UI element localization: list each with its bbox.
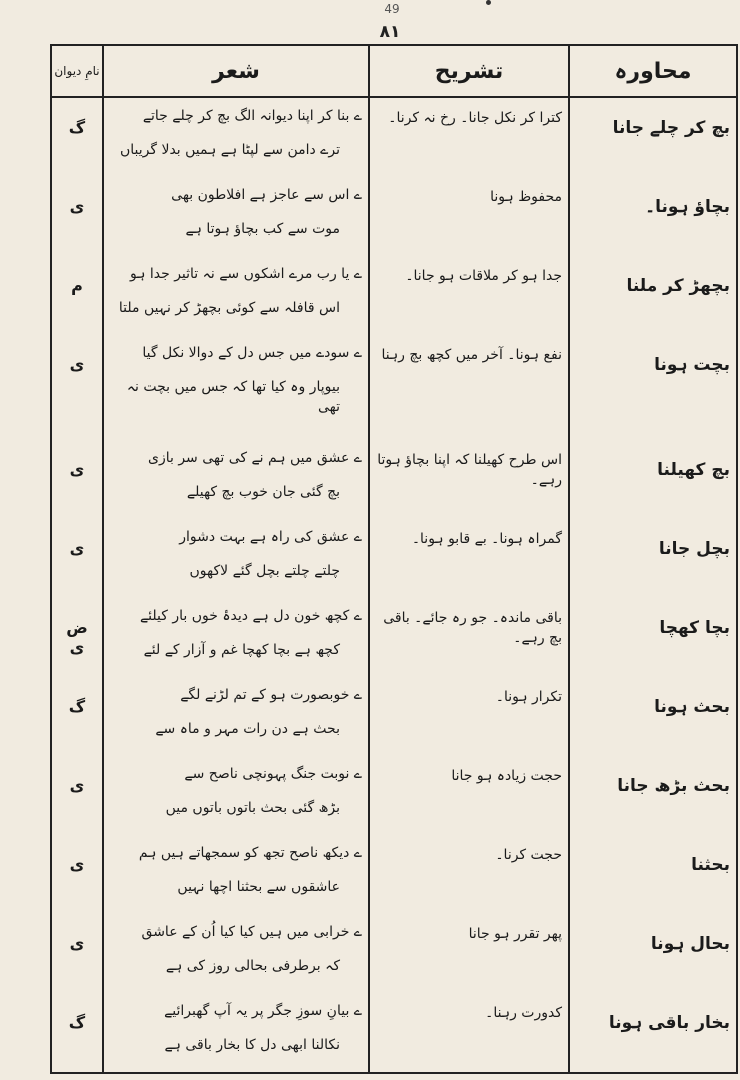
explanation: اس طرح کھیلنا کہ اپنا بچاؤ ہوتا رہے۔ [369, 440, 569, 519]
verse-line-1: ے خرابی میں ہیں کیا کیا اُن کے عاشق [141, 923, 362, 940]
table-row [52, 677, 736, 756]
verse [103, 677, 369, 756]
table-row [52, 993, 736, 1072]
verse-line-2: بیوپار وہ کیا تھا کہ جس میں بچت نہ تھی [126, 379, 340, 416]
verse [103, 97, 369, 177]
diwan-code: ی [69, 355, 85, 375]
explanation: کترا کر نکل جانا۔ رخ نہ کرنا۔ [369, 97, 569, 177]
explanation: تکرار ہونا۔ [369, 677, 569, 756]
verse-line-1: ے خوبصورت ہو کے تم لڑنے لگے [180, 686, 362, 703]
verse [103, 519, 369, 598]
idiom: بچل جانا [569, 519, 736, 598]
verse-line-2: کچھ ہے بچا کھچا غم و آزار کے لئے [143, 641, 340, 658]
verse-line-1: ے عشق میں ہم نے کی تھی سر بازی [147, 449, 362, 466]
explanation: باقی ماندہ۔ جو رہ جائے۔ باقی بچ رہے۔ [369, 598, 569, 677]
diwan-code: ی [69, 775, 85, 795]
idiom: بحث بڑھ جانا [569, 756, 736, 835]
table-row [52, 914, 736, 993]
verse-line-1: ے یا رب مرے اشکوں سے نہ تاثیر جدا ہو [129, 266, 362, 283]
idiom: بچا کھچا [569, 598, 736, 677]
explanation: پھر تقرر ہو جانا [369, 914, 569, 993]
diwan-code: ی [69, 538, 85, 558]
verse-line-2: چلتے چلتے بچل گئے لاکھوں [189, 562, 340, 579]
table-row [52, 256, 736, 335]
explanation: نفع ہونا۔ آخر میں کچھ بچ رہنا [369, 335, 569, 440]
table-row [52, 177, 736, 256]
table-row [52, 440, 736, 519]
table-row [52, 335, 736, 440]
header-sher: شعر [103, 46, 369, 97]
explanation: حجت زیادہ ہو جانا [369, 756, 569, 835]
verse [103, 256, 369, 335]
verse [103, 177, 369, 256]
explanation: جدا ہو کر ملاقات ہو جانا۔ [369, 256, 569, 335]
verse [103, 598, 369, 677]
verse-line-2: عاشقوں سے بحثنا اچھا نہیں [177, 878, 340, 895]
verse [103, 756, 369, 835]
table-row [52, 598, 736, 677]
idiom-table [50, 44, 738, 1074]
table-row [52, 756, 736, 835]
diwan-code: ی [69, 459, 85, 479]
diwan-code: گ [68, 1012, 86, 1032]
idiom: بچت ہونا [569, 335, 736, 440]
table-row [52, 835, 736, 914]
verse-line-1: ے بیانِ سوزِ جگر پر یہ آپ گھبرائیے [164, 1002, 362, 1019]
explanation: محفوظ ہونا [369, 177, 569, 256]
verse-line-1: ے نوبت جنگ پہونچی ناصح سے [184, 765, 362, 782]
table-body [52, 97, 736, 1072]
diwan-code: گ [68, 696, 86, 716]
verse [103, 914, 369, 993]
verse-line-1: ے اس سے عاجز ہے افلاطون بھی [171, 187, 362, 204]
idiom: بحال ہونا [569, 914, 736, 993]
verse-line-2: اس قافلہ سے کوئی بچھڑ کر نہیں ملتا [118, 300, 340, 317]
header-muhawra: محاورہ [569, 46, 736, 97]
idiom: بخار باقی ہونا [569, 993, 736, 1072]
idiom: بحثنا [569, 835, 736, 914]
verse [103, 335, 369, 440]
idiom-table-grid [52, 46, 736, 1072]
verse-line-2: ترے دامن سے لپٹا ہے ہمیں بدلا گریباں [119, 142, 340, 158]
idiom: بحث ہونا [569, 677, 736, 756]
verse-line-1: ے کچھ خون دل ہے دیدۂ خوں بار کیلئے [139, 607, 362, 624]
verse [103, 440, 369, 519]
diwan-code: گ [68, 118, 86, 137]
verse-line-2: نکالنا ابھی دل کا بخار باقی ہے [164, 1036, 340, 1053]
idiom: بچ کر چلے جانا [569, 97, 736, 177]
ink-dot [486, 0, 491, 5]
table-row [52, 519, 736, 598]
verse-line-1: ے عشق کی راہ ہے بہت دشوار [179, 528, 362, 545]
table-row [52, 97, 736, 177]
page-number: ۸۱ [379, 22, 401, 42]
verse-line-2: بچ گئی جان خوب بچ کھیلے [186, 483, 340, 500]
verse-line-1: ے دیکھ ناصح تجھ کو سمجھاتے ہیں ہم [138, 844, 362, 861]
explanation: کدورت رہنا۔ [369, 993, 569, 1072]
verse-line-1: ے سودے میں جس دل کے دوالا نکل گیا [142, 345, 362, 362]
folio-number: 49 [384, 2, 400, 16]
diwan-code: م [71, 276, 83, 296]
diwan-code: ض ی [66, 617, 88, 657]
idiom: بچاؤ ہونا۔ [569, 177, 736, 256]
diwan-code: ی [69, 854, 85, 874]
verse-line-2: موت سے کب بچاؤ ہوتا ہے [185, 221, 340, 238]
diwan-code: ی [69, 933, 85, 953]
explanation: حجت کرنا۔ [369, 835, 569, 914]
verse-line-2: بحث ہے دن رات مہر و ماہ سے [155, 720, 340, 737]
verse [103, 835, 369, 914]
diwan-code: ی [69, 197, 85, 217]
header-diwan: نامِ دیوان [52, 46, 103, 97]
verse-line-1: ے بنا کر اپنا دیوانہ الگ بچ کر چلے جاتے [142, 108, 362, 124]
verse-line-2: بڑھ گئی بحث باتوں باتوں میں [165, 799, 340, 816]
verse [103, 993, 369, 1072]
explanation: گمراہ ہونا۔ بے قابو ہونا۔ [369, 519, 569, 598]
verse-line-2: کہ برطرفی بحالی روز کی ہے [165, 957, 340, 974]
header-tashreeh: تشریح [369, 46, 569, 97]
table-header-row [52, 46, 736, 97]
idiom: بچ کھیلنا [569, 440, 736, 519]
idiom: بچھڑ کر ملنا [569, 256, 736, 335]
